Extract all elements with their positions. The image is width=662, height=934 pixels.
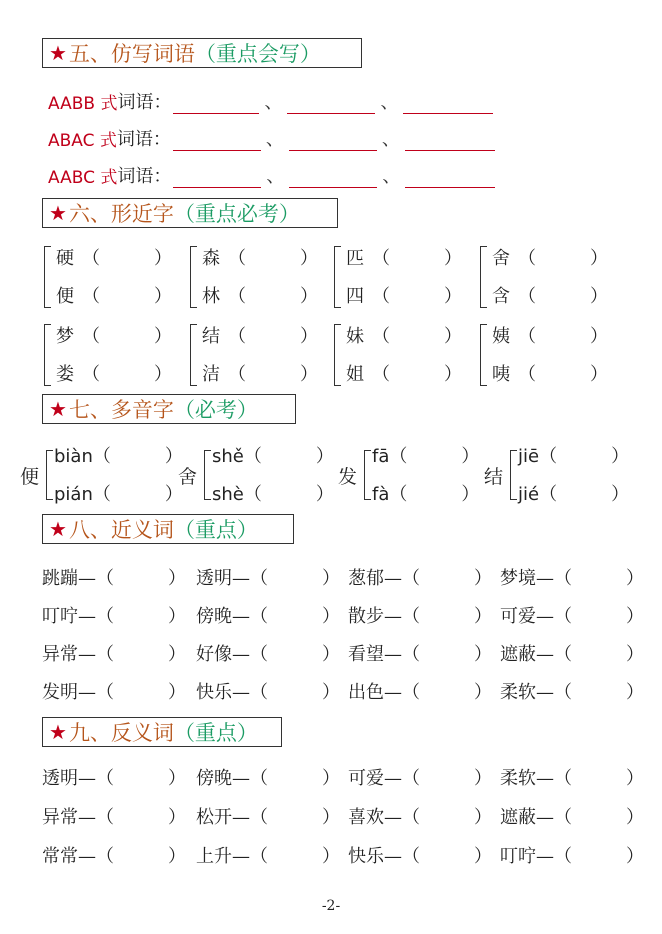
answer-paren[interactable]: （ ） (96, 807, 186, 828)
answer-paren[interactable]: （ ） (228, 286, 318, 307)
character: 匹 (346, 248, 364, 269)
section-6-header (42, 198, 338, 228)
pair-line-top (202, 322, 318, 348)
word-item (348, 803, 492, 829)
star-icon: ★ (49, 720, 67, 744)
word: 透明 (196, 568, 232, 589)
star-icon: ★ (49, 517, 67, 541)
dash: — (232, 568, 250, 589)
bracket (190, 324, 197, 386)
bracket (46, 450, 53, 500)
word-item (500, 564, 644, 590)
dash: — (536, 568, 554, 589)
answer-paren[interactable]: （ ） (389, 484, 480, 505)
reading-line (372, 480, 479, 506)
section-6-hint: （重点必考） (173, 202, 300, 226)
word: 好像 (196, 644, 232, 665)
pinyin-reading: jié (518, 484, 540, 505)
polyphonic-character: 舍 (178, 466, 198, 488)
separator: 、 (266, 166, 285, 187)
word: 遮蔽 (500, 644, 536, 665)
bracket (204, 450, 211, 500)
pattern-label: AABB 式 (48, 94, 118, 114)
word-item (500, 842, 644, 868)
section-5-header (42, 38, 362, 68)
word-item (42, 764, 186, 790)
dash: — (536, 606, 554, 627)
word: 出色 (348, 682, 384, 703)
section-9-title: 九、反义词 (68, 721, 174, 745)
character: 洁 (202, 364, 220, 385)
answer-paren[interactable]: （ ） (372, 248, 462, 269)
word-item (196, 640, 340, 666)
word-item (348, 564, 492, 590)
answer-paren[interactable]: （ ） (554, 768, 644, 789)
answer-paren[interactable]: （ ） (402, 846, 492, 867)
section-8-hint: （重点） (173, 518, 258, 542)
word: 透明 (42, 768, 78, 789)
pinyin-reading: fà (372, 484, 390, 505)
word-item (196, 842, 340, 868)
answer-paren[interactable]: （ ） (554, 606, 644, 627)
word: 常常 (42, 846, 78, 867)
dash: — (232, 846, 250, 867)
word: 异常 (42, 644, 78, 665)
word-item (42, 640, 186, 666)
character-pair (190, 318, 330, 398)
dash: — (384, 644, 402, 665)
character-pair (44, 318, 184, 398)
pair-line-bottom (202, 282, 318, 308)
pair-line-bottom (56, 282, 172, 308)
dash: — (384, 807, 402, 828)
dash: — (78, 606, 96, 627)
word: 遮蔽 (500, 807, 536, 828)
bracket (334, 324, 341, 386)
answer-paren[interactable]: （ ） (518, 248, 608, 269)
character-pair (44, 240, 184, 320)
word-item (42, 564, 186, 590)
reading-line (518, 480, 629, 506)
answer-paren[interactable]: （ ） (82, 326, 172, 347)
answer-paren[interactable]: （ ） (402, 682, 492, 703)
dash: — (536, 682, 554, 703)
section-6-title: 六、形近字 (68, 202, 174, 226)
answer-paren[interactable]: （ ） (82, 286, 172, 307)
character: 娄 (56, 364, 74, 385)
answer-paren[interactable]: （ ） (92, 484, 183, 505)
character-pair (334, 240, 474, 320)
section-8-header (42, 514, 294, 544)
character: 便 (56, 286, 74, 307)
answer-blank[interactable] (289, 169, 377, 188)
answer-paren[interactable]: （ ） (389, 446, 480, 467)
pair-line-bottom (492, 282, 608, 308)
word-item (500, 640, 644, 666)
answer-blank[interactable] (173, 95, 259, 114)
answer-paren[interactable]: （ ） (372, 326, 462, 347)
answer-paren[interactable]: （ ） (554, 644, 644, 665)
character: 林 (202, 286, 220, 307)
answer-paren[interactable]: （ ） (518, 326, 608, 347)
answer-paren[interactable]: （ ） (402, 807, 492, 828)
character-pair (190, 240, 330, 320)
word-item (42, 803, 186, 829)
pair-line-bottom (492, 360, 608, 386)
answer-paren[interactable]: （ ） (554, 682, 644, 703)
word-item (348, 640, 492, 666)
answer-paren[interactable]: （ ） (402, 606, 492, 627)
answer-blank[interactable] (173, 132, 261, 151)
answer-paren[interactable]: （ ） (243, 484, 334, 505)
separator: 、 (265, 129, 284, 150)
word-item (42, 678, 186, 704)
word: 看望 (348, 644, 384, 665)
answer-paren[interactable]: （ ） (402, 568, 492, 589)
word: 上升 (196, 846, 232, 867)
answer-paren[interactable]: （ ） (372, 286, 462, 307)
answer-paren[interactable]: （ ） (96, 846, 186, 867)
answer-blank[interactable] (287, 95, 375, 114)
word-item (348, 602, 492, 628)
bracket (44, 324, 51, 386)
section-7-title: 七、多音字 (68, 398, 174, 422)
word-item (196, 803, 340, 829)
word-item (500, 803, 644, 829)
dash: — (78, 768, 96, 789)
word-item (42, 842, 186, 868)
pair-line-bottom (56, 360, 172, 386)
dash: — (384, 682, 402, 703)
dash: — (78, 807, 96, 828)
character: 咦 (492, 364, 510, 385)
answer-paren[interactable]: （ ） (250, 807, 340, 828)
separator: 、 (381, 129, 400, 150)
word-item (500, 764, 644, 790)
answer-paren[interactable]: （ ） (82, 364, 172, 385)
answer-paren[interactable]: （ ） (554, 807, 644, 828)
answer-blank[interactable] (173, 169, 261, 188)
dash: — (384, 768, 402, 789)
answer-blank[interactable] (289, 132, 377, 151)
pattern-row-abac (48, 125, 497, 151)
dash: — (78, 846, 96, 867)
answer-paren[interactable]: （ ） (228, 326, 318, 347)
answer-paren[interactable]: （ ） (96, 606, 186, 627)
reading-line (372, 442, 479, 468)
word: 叮咛 (500, 846, 536, 867)
character: 姨 (492, 326, 510, 347)
answer-paren[interactable]: （ ） (554, 846, 644, 867)
pair-line-bottom (346, 282, 462, 308)
word: 松开 (196, 807, 232, 828)
answer-paren[interactable]: （ ） (402, 768, 492, 789)
answer-paren[interactable]: （ ） (250, 568, 340, 589)
dash: — (536, 807, 554, 828)
pattern-label: ABAC 式 (48, 131, 117, 151)
reading-line (212, 480, 334, 506)
bracket (364, 450, 371, 500)
word: 柔软 (500, 682, 536, 703)
star-icon: ★ (49, 41, 67, 65)
dash: — (536, 846, 554, 867)
bracket (480, 246, 487, 308)
word-item (348, 678, 492, 704)
answer-paren[interactable]: （ ） (96, 768, 186, 789)
word: 可爱 (500, 606, 536, 627)
character: 结 (202, 326, 220, 347)
character: 硬 (56, 248, 74, 269)
word-item (196, 564, 340, 590)
bracket (480, 324, 487, 386)
answer-paren[interactable]: （ ） (250, 644, 340, 665)
answer-paren[interactable]: （ ） (402, 644, 492, 665)
section-5-hint: （重点会写） (194, 42, 321, 66)
word: 葱郁 (348, 568, 384, 589)
character: 舍 (492, 248, 510, 269)
answer-blank[interactable] (405, 132, 495, 151)
answer-paren[interactable]: （ ） (82, 248, 172, 269)
pattern-label: AABC 式 (48, 168, 118, 188)
dash: — (78, 682, 96, 703)
answer-paren[interactable]: （ ） (539, 484, 630, 505)
answer-paren[interactable]: （ ） (554, 568, 644, 589)
section-8-title: 八、近义词 (68, 518, 174, 542)
answer-paren[interactable]: （ ） (372, 364, 462, 385)
section-7-header (42, 394, 296, 424)
dash: — (536, 768, 554, 789)
star-icon: ★ (49, 201, 67, 225)
star-icon: ★ (49, 397, 67, 421)
answer-paren[interactable]: （ ） (96, 568, 186, 589)
word-item (196, 678, 340, 704)
character: 妹 (346, 326, 364, 347)
answer-paren[interactable]: （ ） (250, 606, 340, 627)
pinyin-reading: fā (372, 446, 390, 467)
polyphonic-character: 结 (484, 466, 504, 488)
dash: — (232, 682, 250, 703)
dash: — (384, 606, 402, 627)
answer-paren[interactable]: （ ） (92, 446, 183, 467)
word-item (196, 764, 340, 790)
word: 可爱 (348, 768, 384, 789)
bracket (44, 246, 51, 308)
dash: — (78, 568, 96, 589)
pair-line-top (56, 322, 172, 348)
word: 傍晚 (196, 606, 232, 627)
answer-paren[interactable]: （ ） (518, 286, 608, 307)
reading-line (518, 442, 629, 468)
character: 梦 (56, 326, 74, 347)
word-item (500, 678, 644, 704)
answer-paren[interactable]: （ ） (250, 682, 340, 703)
word-item (196, 602, 340, 628)
section-5-title: 五、仿写词语 (68, 42, 195, 66)
word-item (348, 842, 492, 868)
word: 发明 (42, 682, 78, 703)
words-label: 词语： (117, 166, 172, 187)
answer-paren[interactable]: （ ） (539, 446, 630, 467)
pair-line-bottom (202, 360, 318, 386)
answer-paren[interactable]: （ ） (228, 364, 318, 385)
word: 梦境 (500, 568, 536, 589)
answer-paren[interactable]: （ ） (518, 364, 608, 385)
word: 快乐 (348, 846, 384, 867)
pair-line-top (346, 244, 462, 270)
pair-line-top (202, 244, 318, 270)
pinyin-reading: pián (54, 484, 93, 505)
word-item (42, 602, 186, 628)
dash: — (384, 568, 402, 589)
pair-line-top (56, 244, 172, 270)
character: 森 (202, 248, 220, 269)
character: 含 (492, 286, 510, 307)
word: 跳蹦 (42, 568, 78, 589)
word-item (348, 764, 492, 790)
dash: — (232, 768, 250, 789)
character-pair (334, 318, 474, 398)
dash: — (384, 846, 402, 867)
reading-line (54, 442, 183, 468)
reading-line (212, 442, 334, 468)
section-9-header (42, 717, 282, 747)
pair-line-top (492, 244, 608, 270)
polyphonic-character: 发 (338, 466, 358, 488)
word: 柔软 (500, 768, 536, 789)
section-7-hint: （必考） (173, 398, 258, 422)
word: 喜欢 (348, 807, 384, 828)
section-9-hint: （重点） (173, 721, 258, 745)
word-item (500, 602, 644, 628)
word: 傍晚 (196, 768, 232, 789)
pattern-row-aabb (48, 88, 495, 114)
bracket (334, 246, 341, 308)
character-pair (480, 318, 620, 398)
answer-paren[interactable]: （ ） (96, 682, 186, 703)
answer-paren[interactable]: （ ） (96, 644, 186, 665)
pinyin-reading: jiē (518, 446, 540, 467)
pair-line-bottom (346, 360, 462, 386)
reading-line (54, 480, 183, 506)
word: 叮咛 (42, 606, 78, 627)
dash: — (232, 644, 250, 665)
bracket (510, 450, 517, 500)
pinyin-reading: shè (212, 484, 244, 505)
word: 异常 (42, 807, 78, 828)
word: 散步 (348, 606, 384, 627)
bracket (190, 246, 197, 308)
answer-blank[interactable] (403, 95, 493, 114)
character-pair (480, 240, 620, 320)
word: 快乐 (196, 682, 232, 703)
answer-paren[interactable]: （ ） (228, 248, 318, 269)
character: 四 (346, 286, 364, 307)
pair-line-top (492, 322, 608, 348)
page-number: -2- (321, 898, 341, 914)
dash: — (78, 644, 96, 665)
answer-paren[interactable]: （ ） (250, 846, 340, 867)
answer-paren[interactable]: （ ） (250, 768, 340, 789)
pinyin-reading: biàn (54, 446, 93, 467)
separator: 、 (380, 92, 399, 113)
words-label: 词语： (117, 92, 172, 113)
character: 姐 (346, 364, 364, 385)
answer-blank[interactable] (405, 169, 495, 188)
separator: 、 (382, 166, 401, 187)
dash: — (536, 644, 554, 665)
pair-line-top (346, 322, 462, 348)
pinyin-reading: shě (212, 446, 244, 467)
separator: 、 (264, 92, 283, 113)
dash: — (232, 807, 250, 828)
answer-paren[interactable]: （ ） (243, 446, 334, 467)
pattern-row-aabc (48, 162, 497, 188)
polyphonic-character: 便 (20, 466, 40, 488)
words-label: 词语： (116, 129, 171, 150)
dash: — (232, 606, 250, 627)
